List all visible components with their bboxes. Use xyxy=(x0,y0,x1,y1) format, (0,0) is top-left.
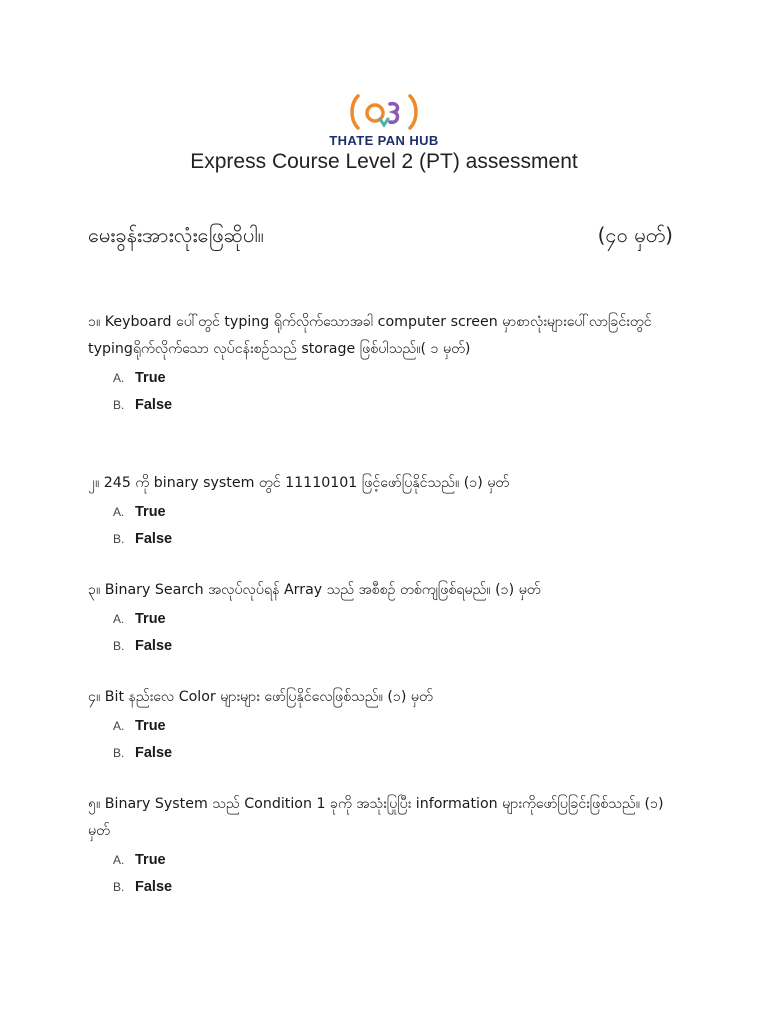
question-4 xyxy=(88,684,688,765)
option-a[interactable] xyxy=(113,497,688,524)
option-b[interactable] xyxy=(113,738,688,765)
question-text: ၁။ Keyboard ပေါ်တွင် typing ရိုက်လိုက်သောအခါ computer screen မှာစာလုံးများပေါ်လာခြင်းတွင် typingရိုက်လိုက်သော လုပ်ငန်းစဉ်သည် storage ဖြစ်ပါသည်။( ၁ မှတ်) xyxy=(88,314,652,357)
option-a[interactable] xyxy=(113,845,688,872)
option-label: True xyxy=(135,504,166,520)
question-5 xyxy=(88,791,688,899)
logo-text: THATE PAN HUB xyxy=(329,133,439,148)
question-2 xyxy=(88,470,688,551)
option-letter: B. xyxy=(113,639,125,653)
option-letter: B. xyxy=(113,746,125,760)
option-b[interactable] xyxy=(113,524,688,551)
question-text: ၃။ Binary Search အလုပ်လုပ်ရန် Array သည် အစီစဉ် တစ်ကျဖြစ်ရမည်။ (၁) မှတ် xyxy=(88,582,541,598)
total-marks: (၄၀ မှတ်) xyxy=(597,223,673,247)
question-3 xyxy=(88,577,688,658)
option-label: True xyxy=(135,611,166,627)
brand-logo xyxy=(0,92,768,148)
option-label: False xyxy=(135,638,173,654)
option-label: True xyxy=(135,370,166,386)
option-label: False xyxy=(135,745,173,761)
option-label: False xyxy=(135,531,173,547)
question-1 xyxy=(88,309,688,417)
logo-mark-icon xyxy=(348,92,420,132)
option-label: False xyxy=(135,879,173,895)
option-a[interactable] xyxy=(113,604,688,631)
option-b[interactable] xyxy=(113,872,688,899)
option-letter: A. xyxy=(113,371,125,385)
page-title: Express Course Level 2 (PT) assessment xyxy=(190,150,578,173)
question-text: ၄။ Bit နည်းလေ Color များများ ဖော်ပြနိုင်လေဖြစ်သည်။ (၁) မှတ် xyxy=(88,689,433,705)
instruction-text: မေးခွန်းအားလုံးဖြေဆိုပါ။ xyxy=(88,223,264,247)
option-letter: B. xyxy=(113,398,125,412)
question-text: ၅။ Binary System သည် Condition 1 ခုကို အသုံးပြုပြီး information များကိုဖော်ပြခြင်းဖြစ်သည်။ (၁) မှတ် xyxy=(88,796,664,839)
option-b[interactable] xyxy=(113,631,688,658)
option-letter: B. xyxy=(113,532,125,546)
option-letter: A. xyxy=(113,719,125,733)
option-letter: A. xyxy=(113,853,125,867)
option-b[interactable] xyxy=(113,390,688,417)
option-label: True xyxy=(135,852,166,868)
option-letter: A. xyxy=(113,505,125,519)
option-label: False xyxy=(135,397,173,413)
option-letter: A. xyxy=(113,612,125,626)
option-label: True xyxy=(135,718,166,734)
option-letter: B. xyxy=(113,880,125,894)
option-a[interactable] xyxy=(113,363,688,390)
question-text: ၂။ 245 ကို binary system တွင် 11110101 ဖြင့်ဖော်ပြနိုင်သည်။ (၁) မှတ် xyxy=(88,475,510,491)
option-a[interactable] xyxy=(113,711,688,738)
